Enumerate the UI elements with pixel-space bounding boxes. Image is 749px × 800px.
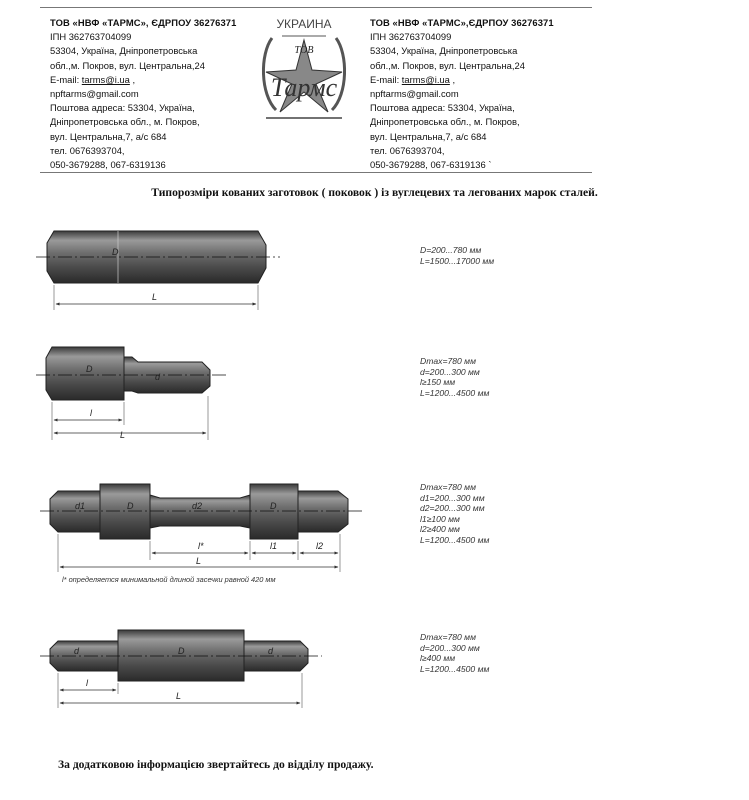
spec-line: l≥150 мм — [420, 377, 456, 388]
dim-d-left-label: d — [74, 646, 80, 656]
spec-line: d2=200...300 мм — [420, 503, 485, 514]
dim-D-left-label: D — [127, 501, 134, 511]
drawing-2-stepped-shaft — [36, 347, 228, 440]
spec-line: L=1200...4500 мм — [420, 387, 490, 398]
dim-l-label: l — [90, 408, 92, 418]
shaft-large-section — [46, 347, 124, 400]
company-name-line: ТОВ «НВФ «ТАРМС», ЄДРПОУ 36276371 — [50, 17, 237, 28]
drawing-1-plain-bar — [36, 231, 280, 310]
logo-form: ТОВ — [294, 45, 314, 56]
spec-line: L=1200...4500 мм — [420, 534, 490, 545]
dim-l2-label: l2 — [316, 541, 324, 551]
dim-D-right-label: D — [270, 501, 277, 511]
address-line: 050-3679288, 067-6319136 — [50, 159, 166, 171]
email-link[interactable]: tarms@i.ua — [81, 73, 130, 85]
dim-d2-label: d2 — [192, 501, 203, 511]
dim-L-label: L — [176, 691, 182, 701]
spec-line: l1≥100 мм — [420, 513, 460, 524]
spec-line: l2≥400 мм — [420, 524, 460, 535]
address-line: Дніпропетровська обл., м. Покров, — [370, 116, 520, 128]
drawing-2-specs — [420, 356, 489, 398]
address-line: Поштова адреса: 53304, Україна, — [50, 102, 195, 114]
dim-L-label: L — [196, 556, 202, 566]
company-name-line: ТОВ «НВФ «ТАРМС»,ЄДРПОУ 36276371 — [370, 17, 554, 28]
drawing-3-footnote: l* определяется минимальной длиной засечки равной 420 мм — [62, 575, 276, 584]
address-line: ІПН 362763704099 — [370, 31, 452, 43]
address-line: Поштова адреса: 53304, Україна, — [370, 102, 515, 114]
dim-d1-left-label: d1 — [75, 501, 86, 511]
collar-right — [250, 484, 298, 539]
logo-country: УКРАИНА — [276, 17, 332, 31]
dim-l1-label: l1 — [270, 541, 278, 551]
dim-D-label: D — [86, 364, 93, 374]
logo-name: Тармс — [270, 73, 338, 102]
dim-d-right-label: d — [268, 646, 274, 656]
page-title: Типорозміри кованих заготовок ( поковок ) із вуглецевих та легованих марок сталей. — [151, 186, 598, 199]
dim-D-label: D — [178, 646, 185, 656]
dim-l-label: l — [86, 678, 88, 688]
shaft-end-left — [50, 491, 100, 532]
drawing-1-specs — [420, 245, 494, 266]
dim-L-label: L — [120, 430, 126, 440]
email-link[interactable]: tarms@i.ua — [401, 73, 450, 85]
dim-d-label: D — [112, 247, 119, 257]
spec-line: Dmax=780 мм — [420, 632, 476, 642]
address-line: 53304, Україна, Дніпропетровська — [50, 45, 198, 57]
address-line: npftarms@gmail.com — [50, 88, 139, 100]
spec-line: Dmax=780 мм — [420, 356, 476, 366]
spec-line: L=1200...4500 мм — [420, 663, 490, 674]
shaft-end-right — [298, 491, 348, 532]
address-line: тел. 0676393704, — [370, 144, 445, 156]
address-line: обл.,м. Покров, вул. Центральна,24 — [50, 59, 205, 71]
dim-l-star-label: l* — [198, 541, 204, 551]
address-line: E-mail: tarms@i.ua , — [370, 73, 456, 85]
drawing-3-specs — [420, 482, 489, 546]
spec-line: d=200...300 мм — [420, 366, 480, 377]
address-line: вул. Центральна,7, а/с 684 — [50, 130, 167, 142]
address-line: обл.,м. Покров, вул. Центральна,24 — [370, 59, 525, 71]
address-line: E-mail: tarms@i.ua , — [50, 73, 136, 85]
drawing-3-double-collar-shaft — [40, 484, 362, 572]
dim-l-label: L — [152, 292, 158, 302]
address-line: Дніпропетровська обл., м. Покров, — [50, 116, 200, 128]
drawing-4-specs — [420, 632, 489, 674]
address-line: npftarms@gmail.com — [370, 88, 459, 100]
dim-d-label: d — [155, 372, 161, 382]
address-line: вул. Центральна,7, а/с 684 — [370, 130, 487, 142]
footer-note: За додатковою інформацією звертайтесь до відділу продажу. — [58, 758, 374, 771]
spec-line: Dmax=780 мм — [420, 482, 476, 492]
shaft-end-right — [244, 641, 308, 671]
drawing-4-centre-collar-shaft — [40, 630, 322, 708]
address-line: ІПН 362763704099 — [50, 31, 132, 43]
spec-line: D=200...780 мм — [420, 245, 482, 255]
spec-line: l≥400 мм — [420, 653, 456, 664]
address-line: 050-3679288, 067-6319136 ` — [370, 159, 492, 171]
address-line: тел. 0676393704, — [50, 144, 125, 156]
spec-line: L=1500...17000 мм — [420, 255, 495, 266]
spec-line: d=200...300 мм — [420, 642, 480, 653]
spec-line: d1=200...300 мм — [420, 492, 485, 503]
shaft-middle — [150, 495, 250, 528]
address-line: 53304, Україна, Дніпропетровська — [370, 45, 518, 57]
collar-left — [100, 484, 150, 539]
